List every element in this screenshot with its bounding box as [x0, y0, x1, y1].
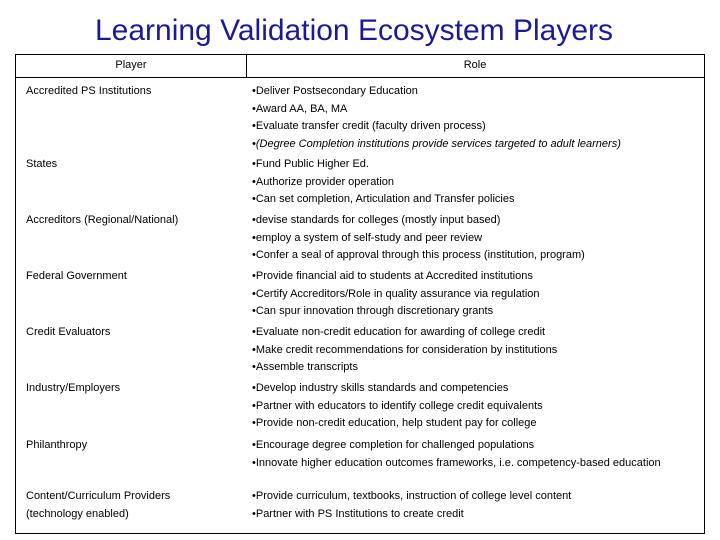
role-item: •Provide non-credit education, help student pay for college: [252, 417, 537, 429]
role-item: •Encourage degree completion for challenged populations: [252, 439, 535, 451]
role-item: •Partner with educators to identify college credit equivalents: [252, 399, 543, 412]
role-item: •Authorize provider operation: [252, 175, 395, 188]
role-item: •Assemble transcripts: [252, 361, 358, 373]
role-column-header: Role: [463, 59, 487, 71]
player-cell: [26, 212, 241, 230]
player-cell: [26, 268, 241, 286]
role-item: •Partner with PS Institutions to create credit: [252, 507, 464, 520]
role-item: •Evaluate non-credit education for awarding of college credit: [252, 326, 546, 338]
role-item: •Innovate higher education outcomes frameworks, i.e. competency-based education: [252, 456, 661, 469]
player-cell: [26, 437, 241, 455]
player-cell: [26, 380, 241, 398]
role-item: •Provide financial aid to students at Accredited institutions: [252, 270, 533, 282]
player-name: States: [26, 158, 58, 170]
player-cell: [26, 488, 241, 523]
role-cell: [252, 437, 704, 472]
player-name: Content/Curriculum Providers: [26, 490, 171, 502]
role-cell: [252, 212, 704, 265]
slide-title: Learning Validation Ecosystem Players: [94, 14, 614, 47]
player-column-header: Player: [115, 59, 147, 71]
role-item: •Deliver Postsecondary Education: [252, 85, 418, 97]
player-name: Federal Government: [26, 270, 127, 282]
players-table: [15, 54, 705, 534]
role-item: •Confer a seal of approval through this process (institution, program): [252, 249, 585, 261]
role-item: •Provide curriculum, textbooks, instruction of college level content: [252, 490, 572, 502]
player-cell: [26, 324, 241, 342]
player-name-qualifier: (technology enabled): [26, 507, 129, 520]
role-item: •Certify Accreditors/Role in quality assurance via regulation: [252, 287, 540, 300]
role-item: •Develop industry skills standards and competencies: [252, 382, 509, 394]
role-item: •employ a system of self-study and peer review: [252, 231, 483, 244]
table-header: [16, 55, 704, 78]
player-cell: [26, 83, 241, 101]
role-item: •devise standards for colleges (mostly input based): [252, 214, 501, 226]
role-item: •(Degree Completion institutions provide services targeted to adult learners): [252, 137, 621, 150]
role-item: •Award AA, BA, MA: [252, 102, 348, 115]
role-item: •Can set completion, Articulation and Transfer policies: [252, 193, 515, 205]
player-name: Philanthropy: [26, 439, 88, 451]
player-name: Accreditors (Regional/National): [26, 214, 179, 226]
role-item: •Can spur innovation through discretionary grants: [252, 305, 494, 317]
role-cell: [252, 156, 704, 209]
role-cell: [252, 83, 704, 153]
role-item: •Fund Public Higher Ed.: [252, 158, 369, 170]
role-cell: [252, 324, 704, 377]
player-cell: [26, 156, 241, 174]
role-item: •Evaluate transfer credit (faculty driven process): [252, 120, 486, 132]
role-cell: [252, 488, 704, 523]
player-name: Accredited PS Institutions: [26, 85, 152, 97]
player-name: Credit Evaluators: [26, 326, 111, 338]
role-cell: [252, 268, 704, 321]
role-cell: [252, 380, 704, 433]
player-name: Industry/Employers: [26, 382, 121, 394]
role-item: •Make credit recommendations for consideration by institutions: [252, 343, 558, 356]
